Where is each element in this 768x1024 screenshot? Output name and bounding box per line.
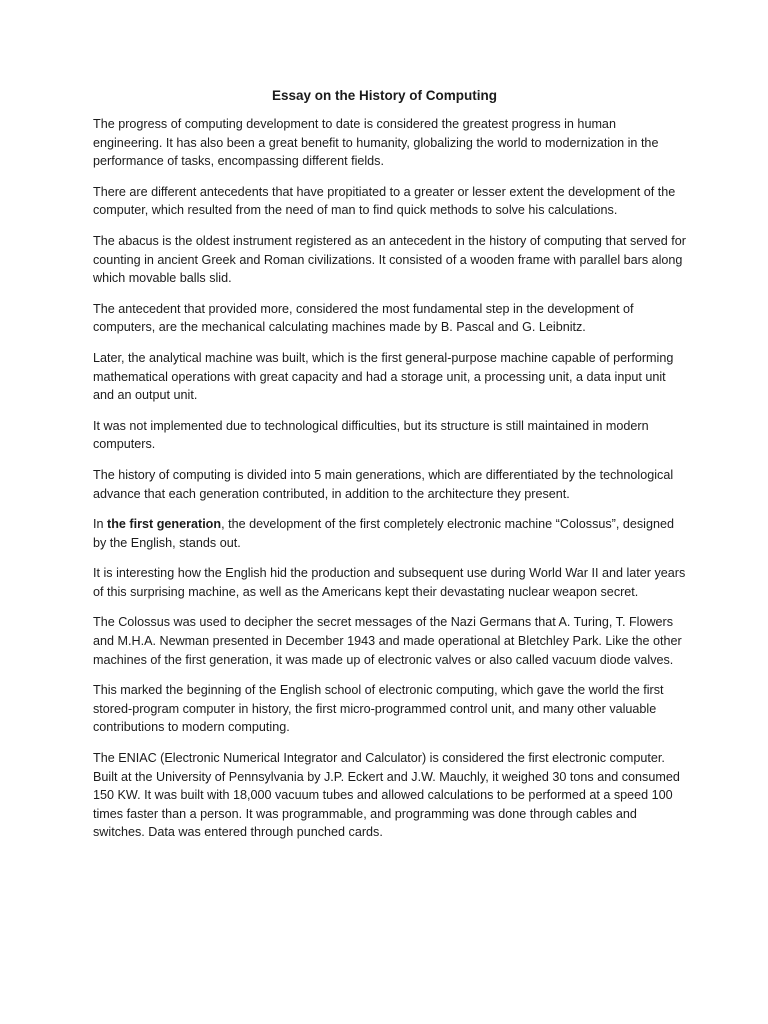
paragraph: There are different antecedents that have propitiated to a greater or lesser extent the development of the computer, which resulted from the need of man to find quick methods to solve his calculations. <box>93 184 676 218</box>
paragraph-first-generation <box>93 515 688 552</box>
paragraph: It is interesting how the English hid the production and subsequent use during World War II and later years of this surprising machine, as well as the Americans kept their devastating nuclear weapon secret. <box>93 566 686 599</box>
paragraph: It was not implemented due to technological difficulties, but its structure is still maintained in modern computers. <box>93 418 649 452</box>
first-generation-bold-term: the first generation <box>107 517 222 532</box>
paragraph: The progress of computing development to date is considered the greatest progress in human engineering. It has also been a great benefit to humanity, globalizing the world to modernization in the performance of tasks, encompassing different fields. <box>93 117 659 169</box>
paragraph: Later, the analytical machine was built, which is the first general-purpose machine capable of performing mathematical operations with great capacity and had a storage unit, a processing unit, a data input unit and an output unit. <box>93 350 674 403</box>
document-title: Essay on the History of Computing <box>271 88 498 103</box>
paragraph: The ENIAC (Electronic Numerical Integrator and Calculator) is considered the first electronic computer. Built at the University of Pennsylvania by J.P. Eckert and J.W. Mauchly, it weighed 30 tons and consumed 150 KW. It was built with 18,000 vacuum tubes and allowed calculations to be performed at a speed 100 times faster than a person. It was programmable, and programming was done through cables and switches. Data was entered through punched cards. <box>93 751 680 840</box>
paragraph: The Colossus was used to decipher the secret messages of the Nazi Germans that A. Turing, T. Flowers and M.H.A. Newman presented in December 1943 and made operational at Bletchley Park. Like the other machines of the first generation, it was made up of electronic valves or also called vacuum diode valves. <box>93 615 682 667</box>
first-generation-rest: , the development of the first completely electronic machine “Colossus”, designed by the English, stands out. <box>93 517 674 550</box>
paragraph: The antecedent that provided more, considered the most fundamental step in the development of computers, are the mechanical calculating machines made by B. Pascal and G. Leibnitz. <box>93 301 634 335</box>
paragraph: This marked the beginning of the English school of electronic computing, which gave the world the first stored-program computer in history, the first micro-programmed control unit, and many other valuable contributions to modern computing. <box>93 683 664 735</box>
first-generation-prefix: In <box>93 517 108 532</box>
paragraph: The abacus is the oldest instrument registered as an antecedent in the history of computing that served for counting in ancient Greek and Roman civilizations. It consisted of a wooden frame with parallel bars along which movable balls slid. <box>93 233 686 286</box>
paragraph: The history of computing is divided into 5 main generations, which are differentiated by the technological advance that each generation contributed, in addition to the architecture they present. <box>93 467 674 501</box>
